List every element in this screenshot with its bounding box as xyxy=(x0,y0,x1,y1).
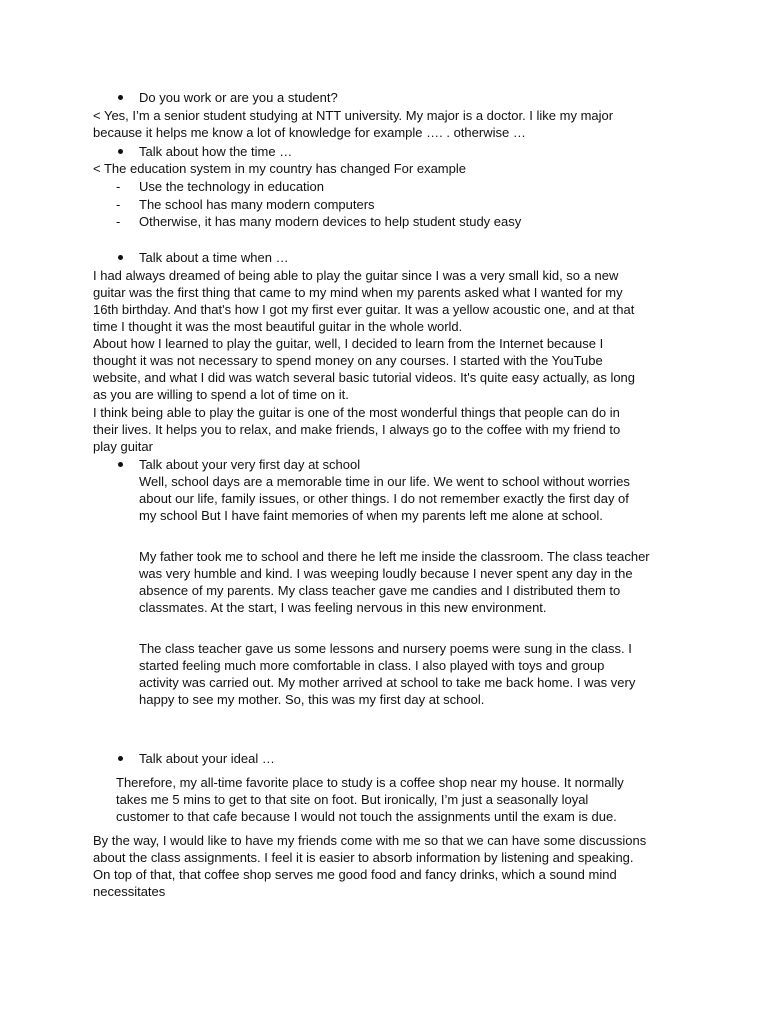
answer-line: because it helps me know a lot of knowledge for example …. . otherwise … xyxy=(93,125,526,140)
paragraph-line: activity was carried out. My mother arrived at school to take me back home. I was very xyxy=(139,675,636,690)
paragraph-line: as you are willing to spend a lot of time on it. xyxy=(93,387,349,402)
bullet-time-when: Talk about a time when … xyxy=(139,250,289,265)
bullet-your-ideal: Talk about your ideal … xyxy=(139,751,275,766)
paragraph-line: Therefore, my all-time favorite place to study is a coffee shop near my house. It normally xyxy=(116,775,624,790)
paragraph-line: takes me 5 mins to get to that site on foot. But ironically, I’m just a seasonally loyal xyxy=(116,792,589,807)
paragraph-line: their lives. It helps you to relax, and make friends, I always go to the coffee with my friend to xyxy=(93,422,621,437)
paragraph-line: The class teacher gave us some lessons and nursery poems were sung in the class. I xyxy=(139,641,632,656)
dash-list-item: - Use the technology in education xyxy=(139,178,324,195)
paragraph-line: classmates. At the start, I was feeling nervous in this new environment. xyxy=(139,600,547,615)
paragraph-line: I had always dreamed of being able to play the guitar since I was a very small kid, so a new xyxy=(93,268,619,283)
answer-line: < Yes, I’m a senior student studying at NTT university. My major is a doctor. I like my major xyxy=(93,108,614,123)
paragraph-line: My father took me to school and there he left me inside the classroom. The class teacher xyxy=(139,549,650,564)
bullet-work-or-student: Do you work or are you a student? xyxy=(139,90,338,105)
paragraph-line: On top of that, that coffee shop serves me good food and fancy drinks, which a sound mind xyxy=(93,867,617,882)
dash-list-item: - The school has many modern computers xyxy=(139,196,375,213)
answer-line: < The education system in my country has changed For example xyxy=(93,161,466,176)
bullet-first-day-at-school: Talk about your very first day at school xyxy=(139,457,361,472)
paragraph-line: was very humble and kind. I was weeping loudly because I never spent any day in the xyxy=(139,566,633,581)
bullet-how-the-time: Talk about how the time … xyxy=(139,144,293,159)
paragraph-line: customer to that cafe because I would not touch the assignments until the exam is due. xyxy=(116,809,617,824)
paragraph-line: 16th birthday. And that's how I got my first ever guitar. It was a yellow acoustic one, and at that xyxy=(93,302,635,317)
dash-list-item: - Otherwise, it has many modern devices to help student study easy xyxy=(139,213,521,230)
paragraph-line: By the way, I would like to have my friends come with me so that we can have some discussions xyxy=(93,833,647,848)
paragraph-line: necessitates xyxy=(93,884,166,899)
paragraph-line: happy to see my mother. So, this was my first day at school. xyxy=(139,692,485,707)
paragraph-line: my school But I have faint memories of when my parents left me alone at school. xyxy=(139,508,603,523)
paragraph-line: I think being able to play the guitar is one of the most wonderful things that people can do in xyxy=(93,405,620,420)
paragraph-line: time I thought it was the most beautiful guitar in the whole world. xyxy=(93,319,463,334)
paragraph-line: About how I learned to play the guitar, well, I decided to learn from the Internet because I xyxy=(93,336,604,351)
paragraph-line: absence of my parents. My class teacher gave me candies and I distributed them to xyxy=(139,583,621,598)
paragraph-line: guitar was the first thing that came to my mind when my parents asked what I wanted for my xyxy=(93,285,623,300)
paragraph-line: started feeling much more comfortable in class. I also played with toys and group xyxy=(139,658,605,673)
paragraph-line: about the class assignments. I feel it is easier to absorb information by listening and speaking. xyxy=(93,850,634,865)
paragraph-line: about our life, family issues, or other things. I do not remember exactly the first day of xyxy=(139,491,629,506)
paragraph-line: website, and what I did was watch several basic tutorial videos. It's quite easy actually, as long xyxy=(93,370,636,385)
paragraph-line: play guitar xyxy=(93,439,153,454)
paragraph-line: thought it was not necessary to spend money on any courses. I started with the YouTube xyxy=(93,353,603,368)
paragraph-line: Well, school days are a memorable time in our life. We went to school without worries xyxy=(139,474,630,489)
